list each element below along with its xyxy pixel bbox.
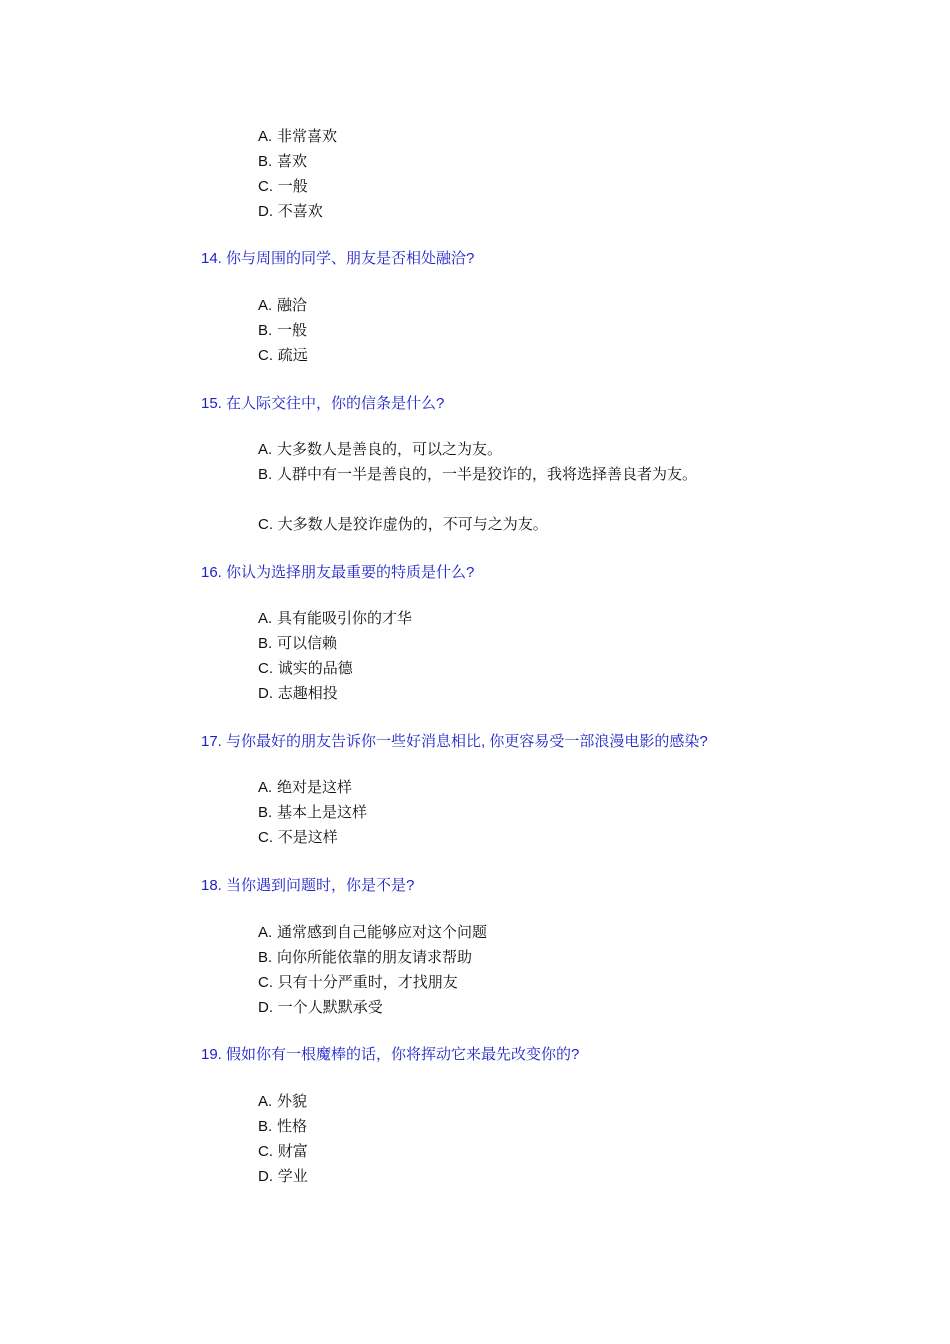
option-letter: B. (258, 153, 273, 170)
option-text: 融洽 (276, 296, 307, 314)
option-text: 大多数人是狡诈虚伪的，不可与之为友。 (277, 515, 548, 533)
option-letter: D. (258, 203, 273, 220)
option-text: 大多数人是善良的，可以之为友。 (276, 440, 502, 458)
q16-option-d (258, 681, 708, 706)
option-letter: C. (258, 178, 273, 195)
option-letter: C. (258, 660, 273, 677)
q18-option-b (258, 945, 708, 970)
q13-option-a (258, 124, 708, 149)
option-text: 一般 (277, 177, 308, 195)
option-text: 喜欢 (276, 152, 307, 170)
question-15-title: 15. 在人际交往中，你的信条是什么? (201, 395, 445, 412)
q15-option-b (258, 462, 698, 487)
q14-option-b (258, 318, 708, 343)
option-text: 不是这样 (277, 828, 338, 846)
option-text: 一般 (276, 321, 307, 339)
question-19-title: 19. 假如你有一根魔棒的话，你将挥动它来最先改变你的? (201, 1046, 580, 1063)
option-letter: B. (258, 804, 273, 821)
q13-option-b (258, 149, 708, 174)
q15-option-a (258, 437, 708, 462)
q13-option-d (258, 199, 708, 224)
option-text: 财富 (277, 1142, 308, 1160)
option-letter: A. (258, 128, 273, 145)
q14-option-a (258, 293, 708, 318)
option-text: 学业 (277, 1167, 308, 1185)
option-letter: D. (258, 1168, 273, 1185)
option-text: 外貌 (276, 1092, 307, 1110)
q15-option-c (258, 512, 708, 537)
option-letter: C. (258, 347, 273, 364)
option-text: 只有十分严重时，才找朋友 (277, 973, 458, 991)
option-text: 绝对是这样 (276, 778, 352, 796)
option-text: 基本上是这样 (276, 803, 367, 821)
option-letter: B. (258, 635, 273, 652)
option-letter: B. (258, 466, 273, 483)
option-letter: B. (258, 1118, 273, 1135)
q17-option-c (258, 825, 708, 850)
option-letter: B. (258, 322, 273, 339)
option-text: 具有能吸引你的才华 (276, 609, 412, 627)
option-letter: B. (258, 949, 273, 966)
q13-option-c (258, 174, 708, 199)
question-16-title: 16. 你认为选择朋友最重要的特质是什么? (201, 564, 475, 581)
option-text: 非常喜欢 (276, 127, 337, 145)
option-letter: A. (258, 297, 273, 314)
option-letter: A. (258, 924, 273, 941)
option-letter: C. (258, 1143, 273, 1160)
option-letter: C. (258, 974, 273, 991)
q18-option-c (258, 970, 708, 995)
question-17-title: 17. 与你最好的朋友告诉你一些好消息相比, 你更容易受一部浪漫电影的感染? (201, 733, 708, 750)
option-text: 通常感到自己能够应对这个问题 (276, 923, 487, 941)
q18-option-d (258, 995, 708, 1020)
option-text: 向你所能依靠的朋友请求帮助 (276, 948, 472, 966)
option-letter: C. (258, 829, 273, 846)
option-letter: A. (258, 610, 273, 627)
option-text: 疏远 (277, 346, 308, 364)
option-text: 性格 (276, 1117, 307, 1135)
q17-option-b (258, 800, 708, 825)
q17-option-a (258, 775, 708, 800)
q19-option-c (258, 1139, 708, 1164)
option-letter: A. (258, 441, 273, 458)
option-text: 一个人默默承受 (277, 998, 383, 1016)
option-text: 人群中有一半是善良的，一半是狡诈的，我将选择善良者为友。 (276, 465, 697, 483)
q19-option-d (258, 1164, 708, 1189)
q16-option-c (258, 656, 708, 681)
option-text: 可以信赖 (276, 634, 337, 652)
option-letter: C. (258, 516, 273, 533)
question-18-title: 18. 当你遇到问题时，你是不是? (201, 877, 415, 894)
option-letter: D. (258, 999, 273, 1016)
option-text: 诚实的品德 (277, 659, 353, 677)
q16-option-b (258, 631, 708, 656)
q19-option-a (258, 1089, 708, 1114)
q16-option-a (258, 606, 708, 631)
q14-option-c (258, 343, 708, 368)
option-text: 志趣相投 (277, 684, 338, 702)
option-letter: A. (258, 1093, 273, 1110)
q19-option-b (258, 1114, 708, 1139)
option-letter: A. (258, 779, 273, 796)
option-letter: D. (258, 685, 273, 702)
q18-option-a (258, 920, 708, 945)
question-14-title: 14. 你与周围的同学、朋友是否相处融洽? (201, 250, 475, 267)
option-text: 不喜欢 (277, 202, 323, 220)
